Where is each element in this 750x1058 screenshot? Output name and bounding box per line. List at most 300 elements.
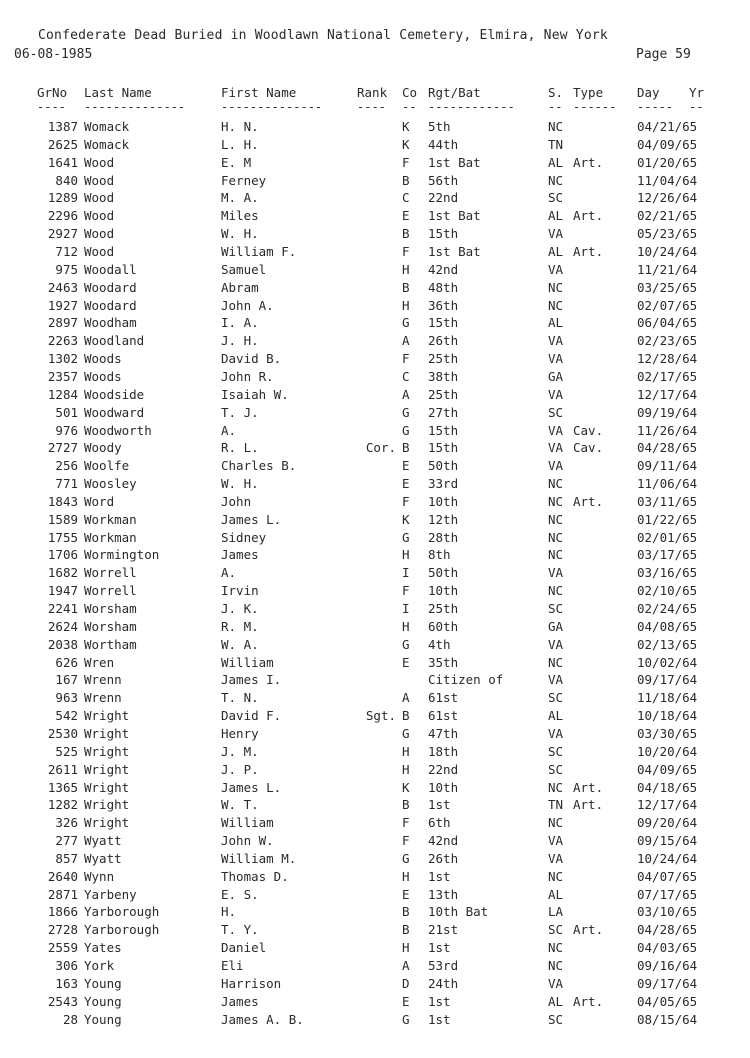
cell-last-name: Wright [84,725,130,741]
cell-grno: 1843 [47,493,78,509]
dash-rgt: ------------ [428,100,515,114]
cell-co: F [402,815,410,831]
cell-grno: 306 [55,958,78,973]
cell-co: B [402,797,410,813]
table-row [0,904,750,921]
cell-first-name: James L. [221,511,282,527]
table-row [0,655,750,672]
cell-type: Art. [573,244,604,259]
cell-date: 02/01/65 [637,529,698,545]
cell-rgt-bat: 61st [428,708,459,724]
col-header-type: Type [573,85,604,100]
cell-state: AL [548,886,564,902]
cell-state: NC [548,529,564,545]
table-row [0,887,750,904]
cell-first-name: E. S. [221,886,259,902]
cell-grno: 163 [55,975,78,991]
cell-last-name: Yates [84,940,122,956]
cell-co: C [402,190,410,206]
cell-grno: 2728 [47,922,78,938]
cell-co: K [402,511,410,527]
cell-co: H [402,868,410,884]
table-row [0,173,750,190]
cell-first-name: L. H. [221,136,259,152]
cell-state: NC [548,493,564,509]
cell-first-name: William F. [221,244,297,259]
cell-co: H [402,761,410,777]
page-number: Page 59 [636,47,691,62]
cell-date: 04/07/65 [637,868,698,884]
cell-state: SC [548,743,564,759]
cell-rgt-bat: 35th [428,654,459,670]
cell-co: K [402,136,410,152]
cell-type: Art. [573,154,604,170]
cell-first-name: J. M. [221,743,259,759]
table-row [0,298,750,315]
cell-grno: 2241 [47,601,78,616]
cell-last-name: Woodworth [84,422,152,438]
cell-last-name: Woody [84,440,122,456]
cell-rgt-bat: 15th [428,226,459,242]
cell-date: 09/16/64 [637,958,698,973]
cell-date: 08/15/64 [637,1011,698,1027]
cell-state: AL [548,708,564,724]
cell-date: 09/15/64 [637,833,698,848]
cell-co: C [402,368,410,384]
cell-last-name: Wyatt [84,850,122,866]
cell-date: 12/26/64 [637,190,698,206]
cell-type: Art. [573,797,604,813]
cell-co: G [402,422,410,438]
cell-last-name: Wrenn [84,672,122,688]
cell-last-name: Wood [84,190,115,206]
cell-date: 10/20/64 [637,743,698,759]
cell-first-name: W. H. [221,476,259,491]
cell-state: NC [548,654,564,670]
cell-rgt-bat: 61st [428,690,459,706]
cell-last-name: Wood [84,172,115,188]
cell-state: VA [548,975,564,991]
cell-first-name: David B. [221,351,282,367]
cell-last-name: Young [84,1011,122,1027]
cell-grno: 1302 [47,351,78,367]
cell-rgt-bat: 5th [428,119,451,134]
cell-state: NC [548,297,564,313]
table-row [0,440,750,457]
cell-first-name: Samuel [221,261,267,277]
table-row [0,155,750,172]
cell-last-name: Womack [84,136,130,152]
cell-first-name: James [221,993,259,1009]
table-row [0,833,750,850]
cell-grno: 963 [55,690,78,706]
dash-grno: ---- [37,100,66,114]
cell-last-name: Woolfe [84,458,130,474]
cell-date: 02/10/65 [637,583,698,599]
cell-grno: 857 [55,850,78,866]
cell-last-name: Woodside [84,386,145,402]
cell-date: 04/09/65 [637,136,698,152]
col-header-rank: Rank [357,85,388,100]
cell-date: 03/30/65 [637,725,698,741]
cell-grno: 2624 [47,618,78,634]
cell-first-name: Isaiah W. [221,386,289,402]
cell-rgt-bat: 21st [428,922,459,938]
cell-date: 02/21/65 [637,208,698,224]
cell-state: NC [548,583,564,599]
cell-rgt-bat: 4th [428,636,451,652]
cell-co: G [402,315,410,331]
cell-first-name: Eli [221,958,244,973]
cell-state: NC [548,958,564,973]
table-row [0,601,750,618]
cell-rgt-bat: 10th [428,493,459,509]
cell-state: VA [548,226,564,242]
cell-date: 11/04/64 [637,172,698,188]
cell-last-name: Woodward [84,404,145,420]
table-row [0,405,750,422]
table-row [0,226,750,243]
cell-state: VA [548,440,564,456]
cell-co: H [402,618,410,634]
cell-first-name: T. Y. [221,922,259,938]
table-row [0,315,750,332]
cell-last-name: Wood [84,244,115,259]
cell-state: TN [548,797,564,813]
cell-grno: 1866 [47,904,78,920]
cell-first-name: J. P. [221,761,259,777]
cell-rgt-bat: 6th [428,815,451,831]
cell-co: B [402,708,410,724]
table-row [0,690,750,707]
cell-first-name: A. [221,422,237,438]
cell-grno: 525 [55,743,78,759]
cell-last-name: Worrell [84,565,137,581]
cell-grno: 1927 [47,297,78,313]
cell-last-name: Wood [84,154,115,170]
cell-co: B [402,172,410,188]
cell-grno: 1682 [47,565,78,581]
cell-rgt-bat: 27th [428,404,459,420]
cell-date: 10/02/64 [637,654,698,670]
table-row [0,619,750,636]
table-row [0,262,750,279]
cell-rgt-bat: 50th [428,565,459,581]
cell-first-name: R. M. [221,618,259,634]
dash-rank: ---- [357,100,386,114]
cell-last-name: Wood [84,226,115,242]
cell-rgt-bat: 1st [428,993,451,1009]
cell-rgt-bat: 1st [428,797,451,813]
cell-first-name: John A. [221,297,274,313]
cell-last-name: Woodham [84,315,137,331]
cell-first-name: W. T. [221,797,259,813]
cell-grno: 2625 [47,136,78,152]
cell-type: Art. [573,993,604,1009]
cell-last-name: Wright [84,815,130,831]
cell-state: VA [548,386,564,402]
cell-grno: 1641 [47,154,78,170]
cell-first-name: John W. [221,833,274,848]
cell-last-name: Woods [84,368,122,384]
cell-grno: 28 [62,1011,78,1027]
cell-date: 09/17/64 [637,975,698,991]
cell-first-name: David F. [221,708,282,724]
cell-rgt-bat: 28th [428,529,459,545]
table-row [0,762,750,779]
cell-first-name: Sidney [221,529,267,545]
table-row [0,583,750,600]
cell-co: B [402,904,410,920]
cell-co: H [402,743,410,759]
cell-grno: 771 [55,476,78,491]
cell-rgt-bat: 25th [428,386,459,402]
document-title: Confederate Dead Buried in Woodlawn National Cemetery, Elmira, New York [38,28,608,43]
cell-last-name: Word [84,493,115,509]
cell-last-name: Woodard [84,279,137,295]
cell-last-name: Worsham [84,601,137,616]
cell-date: 09/19/64 [637,404,698,420]
cell-co: H [402,940,410,956]
cell-rgt-bat: 1st Bat [428,154,481,170]
cell-rgt-bat: 13th [428,886,459,902]
cell-first-name: William [221,815,274,831]
cell-last-name: Worsham [84,618,137,634]
cell-first-name: James I. [221,672,282,688]
cell-state: AL [548,993,564,1009]
cell-date: 04/08/65 [637,618,698,634]
cell-date: 11/18/64 [637,690,698,706]
cell-last-name: York [84,958,115,973]
cell-first-name: Daniel [221,940,267,956]
table-row [0,190,750,207]
col-header-day: Day [637,85,660,100]
cell-first-name: Harrison [221,975,282,991]
cell-grno: 501 [55,404,78,420]
cell-first-name: William M. [221,850,297,866]
cell-last-name: Young [84,975,122,991]
cell-rgt-bat: 8th [428,547,451,563]
cell-date: 03/10/65 [637,904,698,920]
table-row [0,922,750,939]
cell-grno: 1289 [47,190,78,206]
col-header-co: Co [402,85,418,100]
cell-grno: 840 [55,172,78,188]
table-row [0,280,750,297]
cell-grno: 2559 [47,940,78,956]
cell-state: VA [548,333,564,349]
cell-type: Art. [573,779,604,795]
cell-co: G [402,636,410,652]
table-row [0,351,750,368]
cell-co: G [402,529,410,545]
cell-rgt-bat: 26th [428,850,459,866]
cell-first-name: James L. [221,779,282,795]
cell-last-name: Woodland [84,333,145,349]
table-row [0,851,750,868]
cell-state: AL [548,244,564,259]
cell-rgt-bat: 44th [428,136,459,152]
cell-rgt-bat: Citizen of [428,672,504,688]
cell-first-name: J. K. [221,601,259,616]
document-date: 06-08-1985 [14,47,93,62]
cell-state: VA [548,351,564,367]
cell-state: SC [548,190,564,206]
cell-first-name: A. [221,565,237,581]
cell-rgt-bat: 38th [428,368,459,384]
cell-co: A [402,333,410,349]
cell-grno: 326 [55,815,78,831]
cell-co: G [402,725,410,741]
cell-date: 03/25/65 [637,279,698,295]
cell-type: Art. [573,208,604,224]
cell-last-name: Wright [84,743,130,759]
cell-first-name: John R. [221,368,274,384]
cell-date: 04/03/65 [637,940,698,956]
cell-state: NC [548,279,564,295]
cell-co: A [402,690,410,706]
table-row [0,726,750,743]
cell-first-name: H. [221,904,237,920]
table-row [0,708,750,725]
table-row [0,387,750,404]
cell-last-name: Yarbeny [84,886,137,902]
cell-date: 12/17/64 [637,797,698,813]
cell-date: 02/23/65 [637,333,698,349]
cell-date: 09/20/64 [637,815,698,831]
cell-grno: 2530 [47,725,78,741]
table-row [0,797,750,814]
cell-state: VA [548,672,564,688]
cell-co: E [402,476,410,491]
cell-last-name: Wright [84,708,130,724]
cell-co: E [402,886,410,902]
cell-grno: 2463 [47,279,78,295]
table-row [0,994,750,1011]
cell-state: NC [548,547,564,563]
cell-last-name: Yarborough [84,904,160,920]
cell-last-name: Wrenn [84,690,122,706]
cell-first-name: James [221,547,259,563]
cell-rgt-bat: 50th [428,458,459,474]
cell-first-name: H. N. [221,119,259,134]
cell-grno: 1387 [47,119,78,134]
cell-first-name: J. H. [221,333,259,349]
cell-rgt-bat: 1st [428,868,451,884]
cell-first-name: W. H. [221,226,259,242]
cell-co: E [402,208,410,224]
cell-grno: 626 [55,654,78,670]
cell-co: B [402,279,410,295]
cell-last-name: Wright [84,797,130,813]
cell-date: 10/18/64 [637,708,698,724]
cell-grno: 1284 [47,386,78,402]
cell-co: G [402,404,410,420]
cell-first-name: W. A. [221,636,259,652]
table-row [0,137,750,154]
cell-last-name: Workman [84,511,137,527]
cell-state: LA [548,904,564,920]
cell-first-name: Thomas D. [221,868,289,884]
cell-rgt-bat: 1st [428,1011,451,1027]
cell-rgt-bat: 42nd [428,261,459,277]
table-row [0,369,750,386]
cell-grno: 256 [55,458,78,474]
cell-state: NC [548,172,564,188]
table-row [0,547,750,564]
col-header-yr: Yr [689,85,705,100]
cell-date: 04/21/65 [637,119,698,134]
cell-rgt-bat: 10th Bat [428,904,489,920]
cell-last-name: Workman [84,529,137,545]
cell-last-name: Wright [84,761,130,777]
cell-state: SC [548,1011,564,1027]
cell-rgt-bat: 15th [428,422,459,438]
cell-co: F [402,493,410,509]
cell-date: 12/17/64 [637,386,698,402]
cell-state: NC [548,476,564,491]
cell-rgt-bat: 18th [428,743,459,759]
cell-date: 06/04/65 [637,315,698,331]
cell-grno: 2640 [47,868,78,884]
dash-day: ----- [637,100,674,114]
cell-grno: 167 [55,672,78,688]
cell-state: GA [548,368,564,384]
cell-state: VA [548,833,564,848]
cell-date: 10/24/64 [637,850,698,866]
cell-grno: 1282 [47,797,78,813]
cell-date: 07/17/65 [637,886,698,902]
cell-last-name: Wren [84,654,115,670]
cell-rgt-bat: 1st Bat [428,244,481,259]
cell-first-name: T. J. [221,404,259,420]
cell-first-name: M. A. [221,190,259,206]
cell-co: F [402,351,410,367]
col-header-first-name: First Name [221,85,297,100]
cell-rgt-bat: 60th [428,618,459,634]
cell-last-name: Woosley [84,476,137,491]
cell-last-name: Woodall [84,261,137,277]
cell-state: SC [548,690,564,706]
cell-state: AL [548,315,564,331]
table-row [0,530,750,547]
table-row [0,208,750,225]
cell-last-name: Woodard [84,297,137,313]
cell-type: Art. [573,493,604,509]
cell-co: G [402,1011,410,1027]
cell-state: SC [548,922,564,938]
cell-state: VA [548,458,564,474]
cell-first-name: Miles [221,208,259,224]
cell-first-name: Irvin [221,583,259,599]
cell-co: B [402,226,410,242]
cell-rgt-bat: 1st [428,940,451,956]
cell-last-name: Wood [84,208,115,224]
cell-rank: Cor. [365,440,396,456]
cell-rgt-bat: 42nd [428,833,459,848]
cell-type: Cav. [573,440,604,456]
cell-first-name: I. A. [221,315,259,331]
cell-rgt-bat: 12th [428,511,459,527]
cell-grno: 277 [55,833,78,848]
cell-grno: 1706 [47,547,78,563]
cell-grno: 2357 [47,368,78,384]
cell-state: AL [548,208,564,224]
table-row [0,940,750,957]
cell-grno: 1947 [47,583,78,599]
col-header-rgt-bat: Rgt/Bat [428,85,481,100]
cell-co: G [402,850,410,866]
